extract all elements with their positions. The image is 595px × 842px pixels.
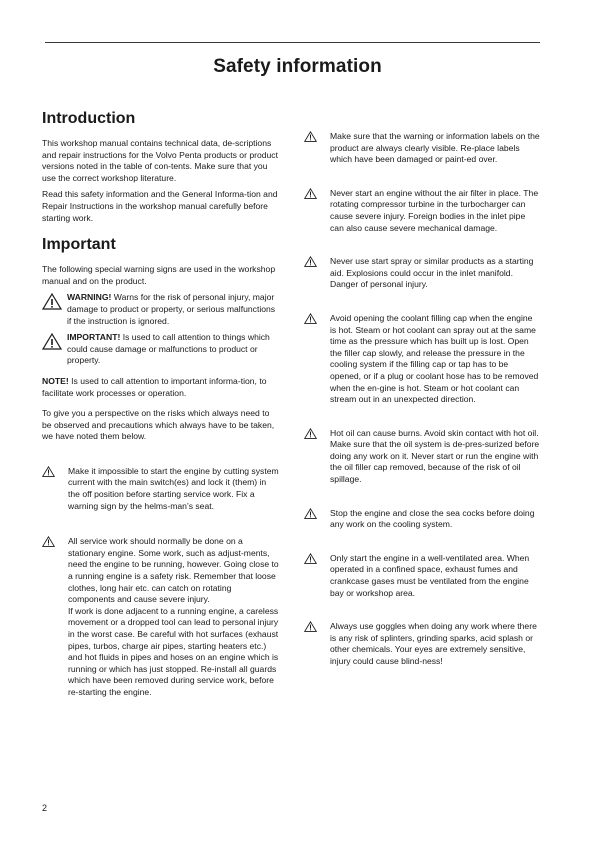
note-description <box>42 376 280 399</box>
safety-item-text: Always use goggles when doing any work where there is any risk of splinters, grinding sparks, acid splash or other chemicals. Your eyes are extremely sensitive, injury could cause blind-ness! <box>330 621 537 666</box>
warning-triangle-icon <box>304 188 317 199</box>
warning-triangle-icon <box>42 466 55 477</box>
safety-item-text: Hot oil can cause burns. Avoid skin contact with hot oil. Make sure that the oil system is de-pres-surized before doing any work on it. Never start or run the engine with the oil filler cap removed, because of the risk of oil spillage. <box>330 427 540 485</box>
introduction-heading: Introduction <box>42 110 136 127</box>
safety-item <box>304 508 540 531</box>
safety-item <box>42 536 280 698</box>
note-text: Is used to call attention to important informa-tion, to facilitate work processes or operation. <box>42 375 267 398</box>
safety-item-text: Make it impossible to start the engine by cutting system current with the main switch(es) and lock it (them) in the off position before starting service work. Fix a warning sign by the helms-man’s seat. <box>68 465 279 511</box>
important-heading: Important <box>42 236 116 254</box>
introduction-paragraph-1: This workshop manual contains technical data, de-scriptions and repair instructions for the Volvo Penta products or product versions noted in the table of con-tents. Make sure that you use the correct workshop literature. <box>42 138 278 183</box>
warning-triangle-icon <box>304 256 317 267</box>
page-number: 2 <box>42 803 48 813</box>
safety-item <box>304 188 540 234</box>
warning-text: Warns for the risk of personal injury, major damage to product or property, or serious malfunctions if the instruction is ignored. <box>67 292 276 326</box>
warning-triangle-icon <box>304 313 317 324</box>
safety-item-text: All service work should normally be done on a stationary engine. Some work, such as adjust-ments, need the engine to be running, however. Going close to a running engine is a safety risk. Remember that loose clothes, long hair etc. can catch on rotating components and cause severe injury. <box>68 536 279 605</box>
warning-triangle-icon <box>304 553 317 564</box>
safety-item-text: Only start the engine in a well-ventilated area. When operated in a confined space, exhaust fumes and crankcase gases must be ventilated from the engine bay or workshop area. <box>330 552 530 598</box>
safety-item-text: Make sure that the warning or information labels on the product are always clearly visible. Re-place labels which have been damaged or paint-ed over. <box>330 131 540 165</box>
right-column <box>304 131 540 690</box>
safety-item-text: Never start an engine without the air filter in place. The rotating compressor turbine in the turbocharger can cause severe injury. Foreign bodies in the inlet pipe can also cause severe mechanical damage. <box>330 187 539 233</box>
warning-triangle-icon <box>304 508 317 519</box>
safety-item <box>304 428 540 486</box>
safety-item-text: Never use start spray or similar products as a starting aid. Explosions could occur in the inlet manifold. Danger of personal injury. <box>330 256 534 290</box>
safety-item <box>42 466 280 512</box>
important-lead: The following special warning signs are used in the workshop manual and on the product. <box>42 264 276 286</box>
warning-triangle-icon <box>304 621 317 632</box>
warning-triangle-icon <box>42 333 62 350</box>
safety-item-text-continued: If work is done adjacent to a running engine, a careless movement or a dropped tool can lead to personal injury in the worst case. Be careful with hot surfaces (exhaust pipes, turbos, charge air pipes, starting heaters etc.) and hot fluids in pipes and hoses on an engine which is running or which has just stopped. Re-install all guards which have been removed during service work, before re-starting the engine. <box>68 605 279 697</box>
warning-label: WARNING! <box>67 292 112 303</box>
important-sign-description <box>42 332 280 367</box>
safety-item-text: Stop the engine and close the sea cocks before doing any work on the cooling system. <box>330 507 535 530</box>
top-rule <box>45 42 540 43</box>
important-text: Is used to call attention to things which could cause damage or malfunctions to product or property. <box>67 332 270 366</box>
safety-item <box>304 256 540 291</box>
safety-item <box>304 621 540 667</box>
important-label: IMPORTANT! <box>67 332 121 343</box>
warning-triangle-icon <box>304 131 317 142</box>
safety-item <box>304 553 540 599</box>
warning-triangle-icon <box>304 428 317 439</box>
introduction-paragraph-2: Read this safety information and the General Informa-tion and Repair Instructions in the workshop manual carefully before starting work. <box>42 189 278 223</box>
safety-item-text: Avoid opening the coolant filling cap when the engine is hot. Steam or hot coolant can spray out at the same time as the pressure which has built up is lost. Open the filler cap slowly, and release the pressure in the cooling system if the filling cap or tap has to be opened, or if a plug or coolant hose has to be removed when the en-gine is hot. Steam or hot coolant can stream out in an unexpected direction. <box>330 312 539 405</box>
page-title: Safety information <box>213 56 382 77</box>
safety-item <box>304 131 540 166</box>
warning-sign-description <box>42 292 280 327</box>
left-column <box>42 110 280 699</box>
note-label: NOTE! <box>42 375 69 386</box>
warning-triangle-icon <box>42 536 55 547</box>
warning-triangle-icon <box>42 293 62 310</box>
safety-item <box>304 313 540 406</box>
perspective-paragraph: To give you a perspective on the risks which always need to be observed and precautions which always have to be taken, we have noted them below. <box>42 408 275 442</box>
